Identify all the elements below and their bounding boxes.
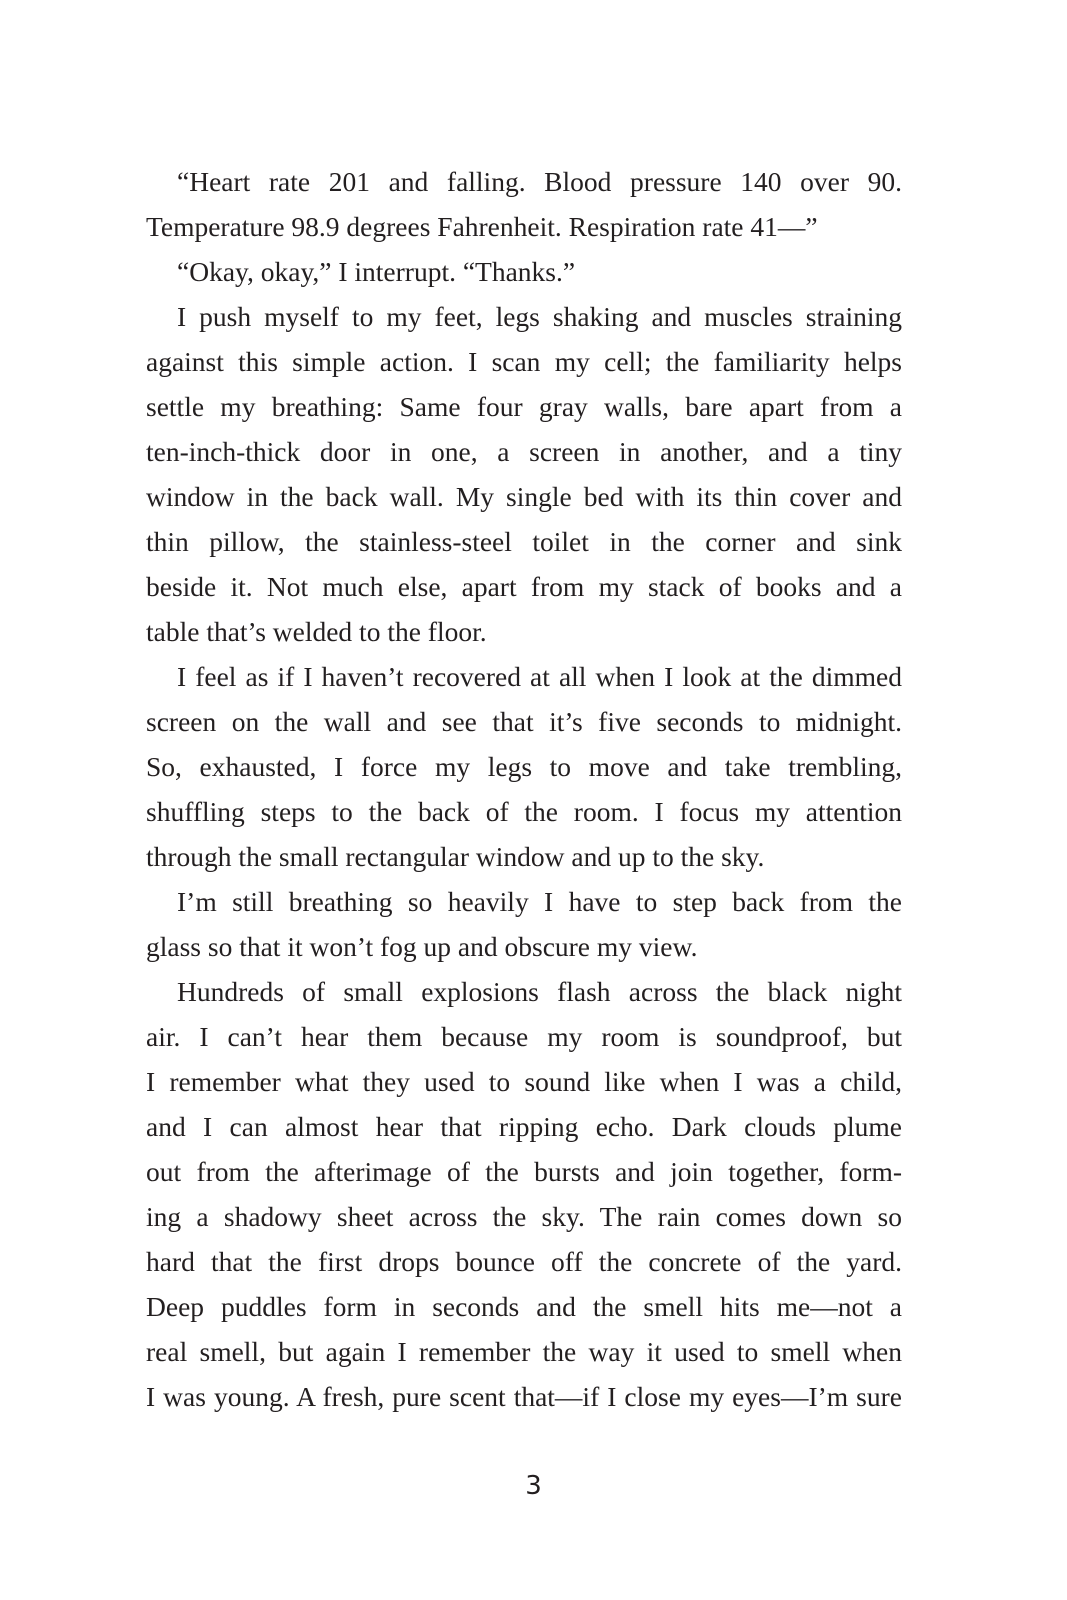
- text-line: I was young. A fresh, pure scent that—if I close my eyes—I’m sure: [146, 1381, 902, 1412]
- text-line: real smell, but again I remember the way it used to smell when: [146, 1336, 902, 1367]
- text-line: Temperature 98.9 degrees Fahrenheit. Respiration rate 41—”: [146, 211, 818, 242]
- text-line: beside it. Not much else, apart from my stack of books and a: [146, 571, 902, 602]
- text-line: shuffling steps to the back of the room. I focus my attention: [146, 796, 902, 827]
- text-line: out from the afterimage of the bursts and join together, form-: [146, 1156, 902, 1187]
- paragraph-first-line: “Okay, okay,” I interrupt. “Thanks.”: [177, 256, 576, 287]
- page-number: 3: [525, 1471, 542, 1501]
- text-line: against this simple action. I scan my cell; the familiarity helps: [146, 346, 902, 377]
- text-line: I remember what they used to sound like when I was a child,: [146, 1066, 902, 1097]
- text-line: ing a shadowy sheet across the sky. The rain comes down so: [146, 1201, 902, 1232]
- text-line: settle my breathing: Same four gray walls, bare apart from a: [146, 391, 902, 422]
- paragraph-first-line: I push myself to my feet, legs shaking and muscles straining: [177, 301, 902, 332]
- paragraph-first-line: “Heart rate 201 and falling. Blood pressure 140 over 90.: [177, 166, 902, 197]
- text-line: glass so that it won’t fog up and obscure my view.: [146, 931, 698, 962]
- paragraph-first-line: Hundreds of small explosions flash across the black night: [177, 976, 902, 1007]
- text-line: Deep puddles form in seconds and the smell hits me—not a: [146, 1291, 902, 1322]
- paragraph-first-line: I feel as if I haven’t recovered at all when I look at the dimmed: [177, 661, 902, 692]
- body-text: [146, 159, 902, 1419]
- text-line: table that’s welded to the floor.: [146, 616, 487, 647]
- text-line: ten-inch-thick door in one, a screen in another, and a tiny: [146, 436, 902, 467]
- text-line: hard that the first drops bounce off the concrete of the yard.: [146, 1246, 902, 1277]
- text-line: window in the back wall. My single bed with its thin cover and: [146, 481, 902, 512]
- text-line: thin pillow, the stainless-steel toilet in the corner and sink: [146, 526, 902, 557]
- text-line: through the small rectangular window and up to the sky.: [146, 841, 765, 872]
- text-line: and I can almost hear that ripping echo. Dark clouds plume: [146, 1111, 902, 1142]
- text-line: screen on the wall and see that it’s five seconds to midnight.: [146, 706, 902, 737]
- text-line: So, exhausted, I force my legs to move and take trembling,: [146, 751, 902, 782]
- paragraph-first-line: I’m still breathing so heavily I have to step back from the: [177, 886, 902, 917]
- text-line: air. I can’t hear them because my room is soundproof, but: [146, 1021, 902, 1052]
